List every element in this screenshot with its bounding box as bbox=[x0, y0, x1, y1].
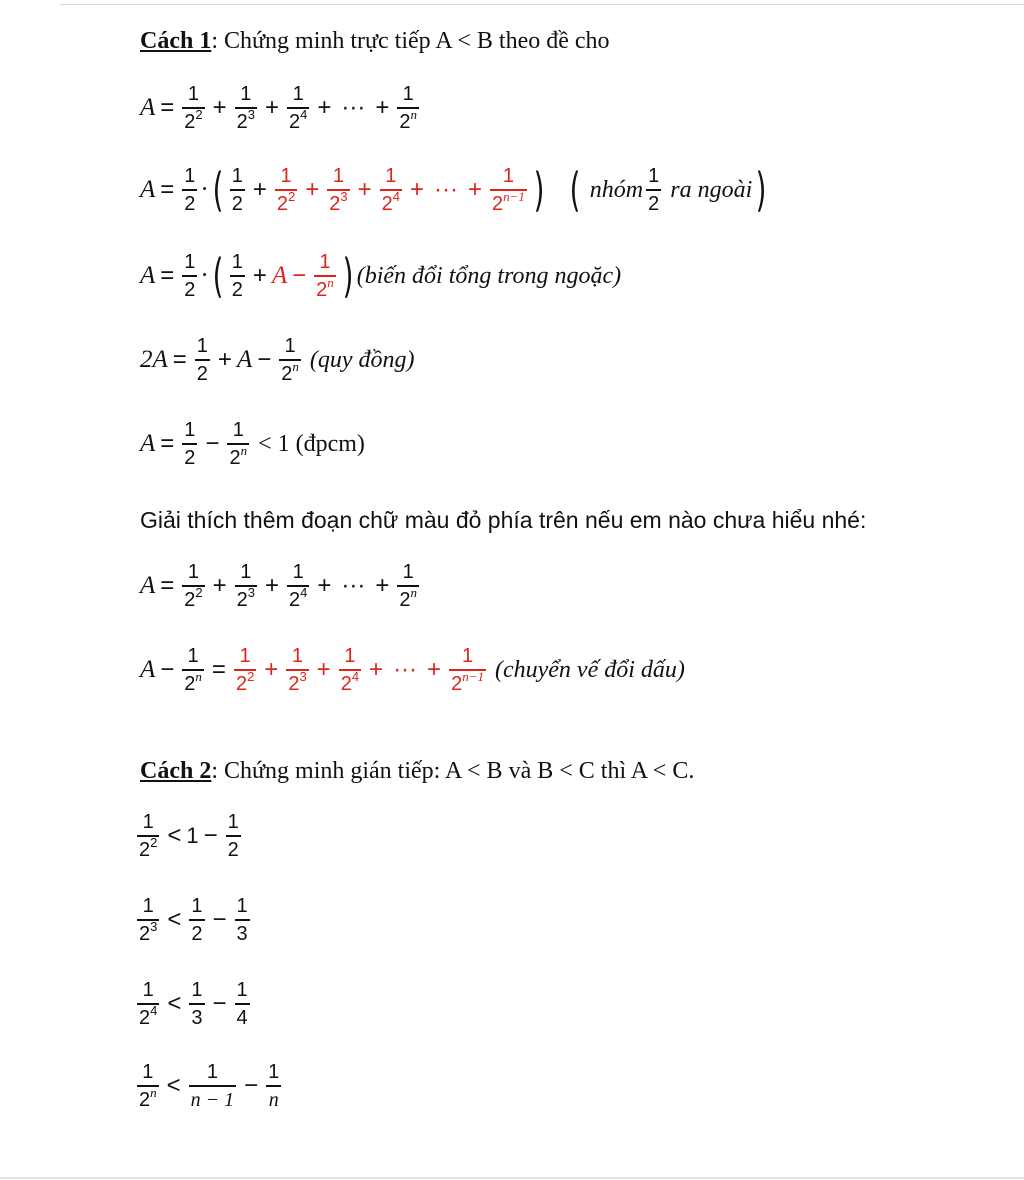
fraction: $\frac{1}{2^n}$ bbox=[399, 561, 418, 611]
conclusion-text: < 1 (đpcm) bbox=[258, 430, 365, 457]
fraction: $\frac{1}{2}$ bbox=[648, 165, 660, 215]
variable-a: A bbox=[236, 346, 253, 373]
lhs: A bbox=[140, 430, 156, 457]
dot-operator: · bbox=[200, 262, 209, 289]
equals-sign: = bbox=[160, 176, 175, 203]
ellipsis: ··· bbox=[341, 572, 366, 599]
fraction-red: $\frac{1}{2^3}$ bbox=[329, 165, 348, 215]
right-paren: ) bbox=[755, 163, 767, 217]
fraction: $\frac{1}{2^n}$ bbox=[281, 335, 299, 385]
note-text: (chuyển vế đổi dấu) bbox=[494, 656, 685, 683]
fraction: $\frac{1}{2^4}$ bbox=[139, 979, 158, 1029]
note-text: (biến đổi tổng trong ngoặc) bbox=[356, 262, 622, 289]
equals-sign: = bbox=[211, 656, 226, 683]
plus-sign: + bbox=[212, 572, 227, 599]
number: 1 bbox=[186, 823, 199, 848]
top-rule bbox=[60, 4, 1024, 5]
minus-sign: − bbox=[205, 430, 220, 457]
bottom-rule bbox=[0, 1177, 1024, 1179]
fraction: $\frac{1}{2^3}$ bbox=[236, 561, 256, 611]
left-paren: ( bbox=[212, 249, 224, 303]
fraction: $\frac{1}{2}$ bbox=[184, 419, 196, 469]
left-paren: ( bbox=[212, 163, 224, 217]
plus-sign: + bbox=[357, 176, 372, 203]
inequality-line-3 bbox=[134, 980, 253, 1028]
plus-sign: + bbox=[265, 572, 280, 599]
plus-sign: + bbox=[375, 572, 390, 599]
fraction: $\frac{1}{2}$ bbox=[231, 251, 243, 301]
ellipsis: ··· bbox=[341, 94, 366, 121]
plus-sign: + bbox=[317, 572, 332, 599]
fraction: $\frac{1}{2}$ bbox=[184, 251, 196, 301]
inequality-line-2 bbox=[134, 896, 253, 944]
section2-label: Cách 2 bbox=[140, 758, 212, 784]
equation-line-8 bbox=[140, 646, 685, 694]
fraction: $\frac{1}{2^3}$ bbox=[139, 895, 158, 945]
plus-sign: + bbox=[252, 262, 267, 289]
plus-sign: + bbox=[252, 176, 267, 203]
section2-title: : Chứng minh gián tiếp: A < B và B < C thì A < C. bbox=[211, 758, 695, 784]
equation-line-4 bbox=[140, 336, 415, 384]
minus-sign: − bbox=[257, 346, 272, 373]
note-text: ra ngoài bbox=[670, 176, 753, 203]
left-paren: ( bbox=[569, 163, 581, 217]
equation-line-2 bbox=[140, 163, 770, 217]
plus-sign: + bbox=[212, 94, 227, 121]
lhs: 2A bbox=[140, 346, 168, 373]
lhs: A bbox=[140, 572, 156, 599]
fraction-red: $\frac{1}{2^4}$ bbox=[340, 645, 360, 695]
minus-sign: − bbox=[160, 656, 175, 683]
plus-sign: + bbox=[317, 94, 332, 121]
minus-sign: − bbox=[212, 990, 227, 1017]
lhs: A bbox=[140, 656, 156, 683]
inequality-line-1 bbox=[134, 812, 244, 860]
fraction: $\frac{1}{2}$ bbox=[191, 895, 203, 945]
plus-sign: + bbox=[316, 656, 331, 683]
inequality-line-4 bbox=[134, 1062, 284, 1110]
section1-heading bbox=[140, 28, 610, 55]
fraction: $\frac{1}{2^n}$ bbox=[399, 83, 418, 133]
fraction: $\frac{1}{2}$ bbox=[184, 165, 196, 215]
fraction: $\frac{1}{2}$ bbox=[196, 335, 208, 385]
equals-sign: = bbox=[160, 572, 175, 599]
fraction-red: $\frac{1}{2^{n-1}}$ bbox=[491, 165, 525, 215]
equals-sign: = bbox=[160, 430, 175, 457]
equation-line-3 bbox=[140, 249, 622, 303]
explanation-text: Giải thích thêm đoạn chữ màu đỏ phía trên nếu em nào chưa hiểu nhé: bbox=[140, 507, 867, 533]
fraction: $\frac{1}{2^2}$ bbox=[184, 83, 203, 133]
plus-sign: + bbox=[427, 656, 442, 683]
minus-sign: − bbox=[203, 822, 218, 849]
fraction: $\frac{1}{n - 1}$ bbox=[190, 1061, 235, 1111]
fraction-red: $\frac{1}{2^n}$ bbox=[316, 251, 334, 301]
lhs: A bbox=[140, 176, 156, 203]
fraction: $\frac{1}{4}$ bbox=[236, 979, 248, 1029]
section1-label: Cách 1 bbox=[140, 28, 212, 54]
fraction: $\frac{1}{2}$ bbox=[227, 811, 239, 861]
fraction: $\frac{1}{2^2}$ bbox=[139, 811, 158, 861]
fraction-red: $\frac{1}{2^4}$ bbox=[381, 165, 400, 215]
fraction: $\frac{1}{n}$ bbox=[268, 1061, 280, 1111]
plus-sign: + bbox=[409, 176, 424, 203]
right-paren: ) bbox=[533, 163, 545, 217]
equation-line-5 bbox=[140, 420, 365, 468]
right-paren: ) bbox=[342, 249, 354, 303]
ellipsis: ··· bbox=[433, 176, 458, 203]
fraction: $\frac{1}{2^2}$ bbox=[184, 561, 203, 611]
fraction-red: $\frac{1}{2^2}$ bbox=[276, 165, 296, 215]
equals-sign: = bbox=[160, 94, 175, 121]
variable-a: A bbox=[271, 262, 288, 289]
plus-sign: + bbox=[305, 176, 320, 203]
fraction: $\frac{1}{2}$ bbox=[231, 165, 243, 215]
fraction: $\frac{1}{2^n}$ bbox=[229, 419, 248, 469]
lhs: A bbox=[140, 94, 156, 121]
dot-operator: · bbox=[200, 176, 209, 203]
less-than: < bbox=[167, 822, 182, 849]
fraction-red: $\frac{1}{2^{n-1}}$ bbox=[451, 645, 484, 695]
equals-sign: = bbox=[172, 346, 187, 373]
fraction: $\frac{1}{3}$ bbox=[191, 979, 203, 1029]
fraction: $\frac{1}{2^4}$ bbox=[289, 561, 308, 611]
plus-sign: + bbox=[217, 346, 232, 373]
section1-title: : Chứng minh trực tiếp A < B theo đề cho bbox=[211, 28, 610, 54]
lhs: A bbox=[140, 262, 156, 289]
minus-sign: − bbox=[244, 1072, 259, 1099]
less-than: < bbox=[167, 990, 182, 1017]
plus-sign: + bbox=[467, 176, 482, 203]
fraction: $\frac{1}{2^n}$ bbox=[184, 645, 202, 695]
plus-sign: + bbox=[375, 94, 390, 121]
equation-line-1 bbox=[140, 84, 422, 132]
section2-heading bbox=[140, 758, 694, 785]
fraction: $\frac{1}{2^4}$ bbox=[289, 83, 308, 133]
equation-line-7 bbox=[140, 562, 422, 610]
plus-sign: + bbox=[369, 656, 384, 683]
equals-sign: = bbox=[160, 262, 175, 289]
fraction-red: $\frac{1}{2^2}$ bbox=[235, 645, 255, 695]
fraction-red: $\frac{1}{2^3}$ bbox=[288, 645, 307, 695]
note-text: (quy đồng) bbox=[309, 346, 415, 373]
minus-sign: − bbox=[212, 906, 227, 933]
fraction: $\frac{1}{2^n}$ bbox=[139, 1061, 157, 1111]
fraction: $\frac{1}{2^3}$ bbox=[236, 83, 256, 133]
less-than: < bbox=[167, 906, 182, 933]
minus-sign: − bbox=[292, 262, 307, 289]
plus-sign: + bbox=[264, 656, 279, 683]
note-text: nhóm bbox=[589, 176, 644, 203]
less-than: < bbox=[166, 1072, 181, 1099]
fraction: $\frac{1}{3}$ bbox=[236, 895, 248, 945]
plus-sign: + bbox=[265, 94, 280, 121]
ellipsis: ··· bbox=[393, 656, 418, 683]
